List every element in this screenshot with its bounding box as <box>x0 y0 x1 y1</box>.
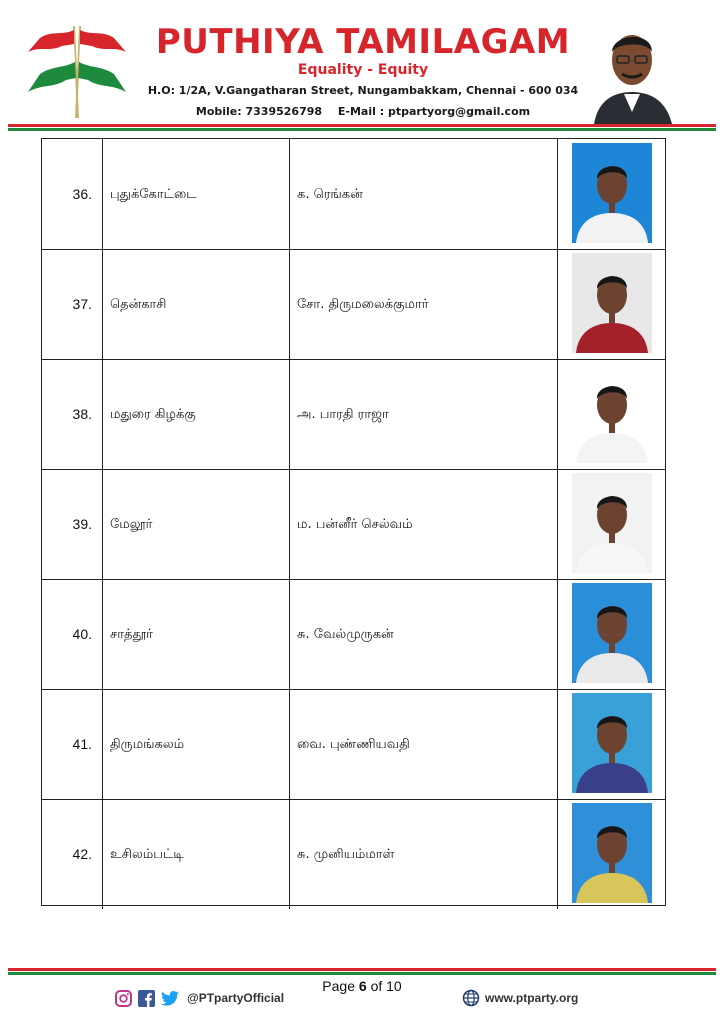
serial-number: 37. <box>72 296 92 312</box>
globe-icon <box>462 989 480 1007</box>
constituency-cell <box>103 579 290 689</box>
twitter-icon[interactable] <box>161 991 179 1006</box>
constituency-name: மேலூர் <box>110 517 153 532</box>
page-total: 10 <box>386 978 402 994</box>
table-row <box>42 689 665 800</box>
photo-cell <box>558 359 665 469</box>
footer-rule-green <box>8 972 716 975</box>
facebook-icon[interactable] <box>138 990 155 1007</box>
constituency-cell <box>103 359 290 469</box>
candidate-table <box>41 138 666 906</box>
candidate-photo <box>572 583 652 683</box>
serial-number: 39. <box>72 516 92 532</box>
serial-cell <box>42 359 103 469</box>
constituency-name: திருமங்கலம் <box>110 737 185 752</box>
website-url[interactable]: www.ptparty.org <box>485 991 579 1005</box>
candidate-cell <box>290 359 558 469</box>
photo-cell <box>558 469 665 579</box>
party-mobile: Mobile: 7339526798 <box>195 105 323 118</box>
constituency-name: புதுக்கோட்டை <box>110 187 197 202</box>
social-links <box>115 988 284 1008</box>
candidate-cell <box>290 469 558 579</box>
serial-cell <box>42 689 103 799</box>
constituency-name: உசிலம்பட்டி <box>110 847 184 862</box>
photo-cell <box>558 139 665 249</box>
table-row <box>42 799 665 909</box>
social-handle[interactable]: @PTpartyOfficial <box>187 991 285 1005</box>
constituency-name: மதுரை கிழக்கு <box>110 407 196 422</box>
serial-number: 38. <box>72 406 92 422</box>
candidate-photo <box>572 803 652 903</box>
table-row <box>42 469 665 580</box>
party-address: H.O: 1/2A, V.Gangatharan Street, Nungambakkam, Chennai - 600 034 <box>147 84 579 97</box>
footer-rule-red <box>8 968 716 971</box>
table-row <box>42 359 665 470</box>
candidate-name: வை. புண்ணியவதி <box>297 737 410 752</box>
candidate-cell <box>290 249 558 359</box>
serial-number: 40. <box>72 626 92 642</box>
serial-cell <box>42 249 103 359</box>
candidate-name: சு. முனியம்மாள் <box>297 847 395 862</box>
candidate-name: ம. பன்னீர் செல்வம் <box>297 517 413 532</box>
party-flags-logo <box>22 22 130 120</box>
candidate-photo <box>572 693 652 793</box>
photo-cell <box>558 689 665 799</box>
candidate-photo <box>572 363 652 463</box>
letterhead <box>0 0 724 132</box>
photo-cell <box>558 249 665 359</box>
constituency-cell <box>103 799 290 909</box>
photo-cell <box>558 799 665 909</box>
constituency-name: சாத்தூர் <box>110 627 153 642</box>
candidate-photo <box>572 473 652 573</box>
candidate-name: சு. வேல்முருகன் <box>297 627 394 642</box>
candidate-photo <box>572 143 652 243</box>
candidate-cell <box>290 579 558 689</box>
party-tagline: Equality - Equity <box>297 62 429 78</box>
party-name <box>146 22 580 62</box>
candidate-cell <box>290 689 558 799</box>
table-row <box>42 579 665 690</box>
table-row <box>42 139 665 250</box>
header-rule-red <box>8 124 716 127</box>
serial-number: 42. <box>72 846 92 862</box>
candidate-cell <box>290 799 558 909</box>
serial-cell <box>42 579 103 689</box>
party-contact <box>146 105 580 118</box>
instagram-icon[interactable] <box>115 990 132 1007</box>
page-current: 6 <box>358 978 367 994</box>
website-link[interactable] <box>462 988 578 1008</box>
candidate-name: அ. பாரதி ராஜா <box>297 407 389 422</box>
page-of: of <box>370 978 383 994</box>
header-rule-green <box>8 128 716 131</box>
constituency-cell <box>103 689 290 799</box>
serial-cell <box>42 799 103 909</box>
candidate-name: க. ரெங்கன் <box>297 187 363 202</box>
serial-number: 41. <box>72 736 92 752</box>
candidate-cell <box>290 139 558 249</box>
party-email: E-Mail : ptpartyorg@gmail.com <box>337 105 531 118</box>
serial-number: 36. <box>72 186 92 202</box>
constituency-cell <box>103 249 290 359</box>
constituency-cell <box>103 469 290 579</box>
party-name-second: TAMILAGAM <box>336 22 571 62</box>
table-row <box>42 249 665 360</box>
page-prefix: Page <box>322 978 355 994</box>
party-name-first: PUTHIYA <box>155 22 324 62</box>
page-number <box>300 978 424 994</box>
serial-cell <box>42 469 103 579</box>
leader-portrait <box>586 16 678 124</box>
candidate-name: சோ. திருமலைக்குமார் <box>297 297 429 312</box>
serial-cell <box>42 139 103 249</box>
candidate-photo <box>572 253 652 353</box>
photo-cell <box>558 579 665 689</box>
constituency-name: தென்காசி <box>110 297 167 312</box>
constituency-cell <box>103 139 290 249</box>
